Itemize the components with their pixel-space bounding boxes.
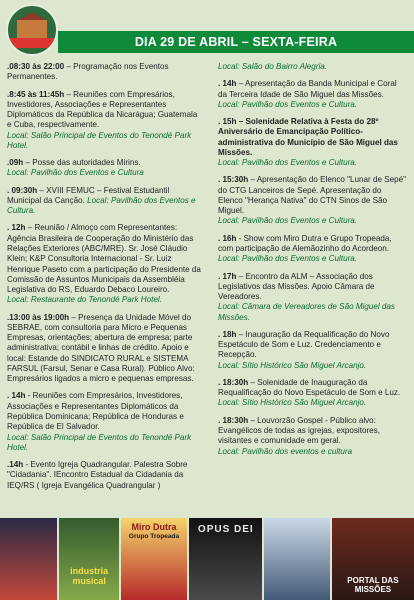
photo-subcaption: Grupo Tropeada <box>128 533 180 540</box>
entry-location: Local: Câmara de Vereadores de São Miguel das Missões. <box>218 302 395 322</box>
schedule-entry <box>218 175 407 226</box>
entry-time: .13:00 às 19:00h <box>7 312 70 322</box>
right-column <box>218 62 407 464</box>
entry-time: . 17h <box>218 271 237 281</box>
entry-location: Local: Salão Principal de Eventos do Tenondé Park Hotel. <box>7 432 192 452</box>
entry-text: – Louvorzão Gospel - Público alvo: Evangélicos de todas as igrejas, expositores, visitantes e comunidade em geral. <box>218 415 380 446</box>
schedule-entry <box>7 158 203 179</box>
entry-time: . 14h <box>218 79 237 89</box>
photo-caption: OPUS DEI <box>197 524 254 535</box>
schedule-entry <box>218 62 407 72</box>
entry-text: – Presença da Unidade Móvel do SEBRAE, com consultoria para Micro e Pequenas Empresas, orientações; abertura de empresa; parte administrativa; contábil e linhas de crédito. Apoio e local: Estande do SINDICATO RURAL e SISTEMA FARSUL (Farsul, Senar e Casa Rural). Público Alvo: Empresários ligados a micro e pequenas empresas. <box>7 312 195 384</box>
entry-time: .08:30 às 22:00 <box>7 62 65 71</box>
schedule-entry <box>7 62 203 83</box>
portal-das-missoes-photo <box>332 518 414 600</box>
entry-time: . 18:30h <box>218 377 249 387</box>
entry-text: – XVIII FEMUC – Festival Estudantil Municipal da Canção. <box>7 185 170 205</box>
entry-time: . 09:30h <box>7 185 38 195</box>
entry-text: – Solenidade de Inauguração da Requalificação do Novo Espetáculo de Som e Luz. <box>218 377 401 398</box>
entry-text: – Reunião / Almoço com Representantes: Agência Brasileira de Cooperação do Ministério das Relações Exteriores (ABC/MRE). Sr. José Cláudio Klein; K&P Consultoria Internacional - Sr. Luiz Henrique Paseto com a participação do Presidente da Comissão de Assuntos Municipais da Assembléia Legislativa do RS, Eduardo Debaco Loureiro. <box>7 223 201 295</box>
schedule-entry <box>218 117 407 168</box>
entry-location: Local: Salão do Bairro Alegria. <box>218 62 328 71</box>
entry-time: . 15h <box>218 117 237 127</box>
schedule-entry <box>7 460 203 491</box>
entry-time: .09h <box>7 158 24 168</box>
entry-text: - Evento Igreja Quadrangular. Palestra Sobre "Cidadania". IEncontro Estadual da Cidadania da IEQ/RS ( Igreja Evangélica Quadrangular ) <box>7 460 188 490</box>
day-title: DIA 29 DE ABRIL – SEXTA-FEIRA <box>58 31 414 53</box>
entry-text: – Reuniões com Empresários, Investidores, Associações e Representantes Diplomáticos da República da Nicarágua; Guatemala e Cuba, respectivamente. <box>7 89 198 130</box>
schedule-entry <box>7 186 203 217</box>
entry-location: Local: Salão Principal de Eventos do Tenondé Park Hotel. <box>7 130 192 150</box>
photo-caption: industria musical <box>70 566 109 586</box>
left-column <box>7 62 203 498</box>
page-header <box>0 0 414 60</box>
entry-location: Local: Pavilhão dos Eventos e Cultura. <box>7 195 196 216</box>
entry-time: .14h <box>7 460 24 470</box>
schedule-entry <box>218 378 407 409</box>
entry-location: Local: Pavilhão dos Eventos e Cultura <box>7 168 144 178</box>
entry-location: Local: Pavilhão dos Eventos e Cultura. <box>218 216 358 226</box>
entry-location: Local: Pavilhão dos Eventos e Cultura. <box>218 99 358 109</box>
entry-location: Local: Sítio Histórico São Miguel Arcanjo. <box>218 360 367 370</box>
entry-text: - Show com Miro Dutra e Grupo Tropeada, com participação de Alemãozinho do Acordeon. <box>218 233 392 253</box>
singer-photo <box>264 518 329 600</box>
schedule-entry <box>218 272 407 323</box>
entry-location: Local: Pavilhão dos Eventos e Cultura. <box>218 158 358 168</box>
photo-caption: PORTAL DAS MISSÕES <box>347 576 399 594</box>
entry-text: – Apresentação da Banda Municipal e Coral da Terceira Idade de São Miguel das Missões. <box>218 79 397 99</box>
schedule-entry <box>218 234 407 265</box>
entry-text: – Encontro da ALM – Associação dos Legislativos das Missões. Apoio Câmara de Vereadores. <box>218 271 375 302</box>
municipal-logo <box>6 4 58 56</box>
schedule-entry <box>218 416 407 457</box>
schedule-entry <box>218 79 407 110</box>
opus-dei-photo <box>189 518 262 600</box>
miro-dutra-photo <box>121 518 187 600</box>
entry-time: . 18:30h <box>218 415 249 425</box>
logo-ribbon <box>10 38 54 48</box>
logo-building <box>17 20 47 38</box>
industria-musical-photo <box>59 518 118 600</box>
entry-time: . 16h <box>218 233 237 243</box>
entry-text: – Inauguração da Requalificação do Novo Espetáculo de Som e Luz. Credenciamento e Recepção. <box>218 329 390 360</box>
entry-time: . 18h <box>218 329 237 339</box>
schedule-entry <box>218 330 407 371</box>
entry-location: Local: Pavilhão dos eventos e cultura <box>218 446 353 456</box>
schedule-entry <box>7 391 203 453</box>
entry-time: . 12h <box>7 223 26 233</box>
entry-time: . 14h <box>7 391 26 401</box>
entry-text: – Apresentação do Elenco "Lunar de Sepé" do CTG Lanceiros de Sepé. Apresentação do Elenco "Herança Nativa" do CTN Sinos de São Miguel. <box>218 175 406 216</box>
photo-strip <box>0 518 414 600</box>
schedule-entry <box>7 90 203 152</box>
schedule-entry <box>7 223 203 305</box>
entry-text: - Reuniões com Empresários, Investidores, Associações e Representantes Diplomáticos da República Dominicana; República de Honduras e República de El Salvador. <box>7 391 184 432</box>
entry-text: – Posse das autoridades Mirins. <box>23 158 141 168</box>
entry-text: – Programação nos Eventos Permanentes. <box>7 62 169 82</box>
entry-time: . 15:30h <box>218 175 249 185</box>
entry-location: Local: Restaurante do Tenondé Park Hotel. <box>7 295 162 305</box>
entry-time: .8:45 às 11:45h <box>7 89 65 99</box>
entry-location: Local: Pavilhão dos Eventos e Cultura. <box>218 254 358 264</box>
schedule-entry <box>7 313 203 385</box>
entry-location: Local: Sítio Histórico São Miguel Arcanjo. <box>218 398 367 408</box>
entry-text: – Solenidade Relativa à Festa do 28º Aniversário de Emancipação Político-administrativa do Município de São Miguel das Missões. <box>218 117 398 157</box>
dance-group-photo <box>0 518 57 600</box>
photo-caption: Miro Dutra <box>131 522 177 532</box>
